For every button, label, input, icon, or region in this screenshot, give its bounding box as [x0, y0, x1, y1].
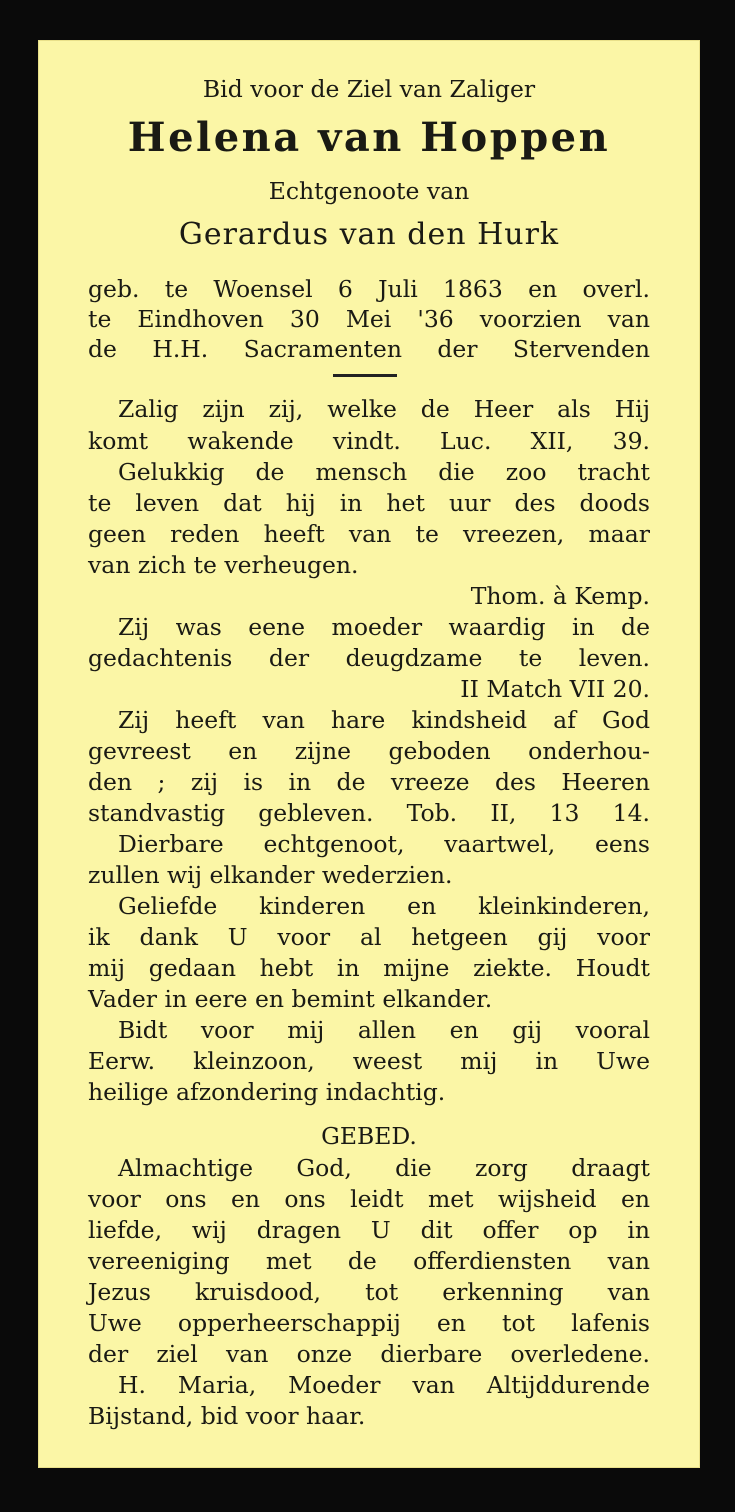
text-line: Zij heeft van hare kindsheid af God	[118, 706, 650, 734]
text-line: gedachtenis der deugdzame te leven.	[88, 644, 650, 672]
text-line: heilige afzondering indachtig.	[88, 1078, 446, 1106]
text-line: gevreest en zijne geboden onderhou-	[88, 737, 650, 765]
prayer-line: H. Maria, Moeder van Altijddurende	[118, 1371, 650, 1399]
spouse-name: Gerardus van den Hurk	[178, 217, 560, 252]
text-line: mij gedaan hebt in mijne ziekte. Houdt	[88, 954, 650, 982]
detail-line: geb. te Woensel 6 Juli 1863 en overl.	[88, 275, 650, 303]
text-line: Vader in eere en bemint elkander.	[88, 985, 493, 1013]
header-line: Bid voor de Ziel van Zaliger	[202, 75, 536, 103]
prayer-line: Bijstand, bid voor haar.	[88, 1402, 366, 1430]
detail-line: te Eindhoven 30 Mei '36 voorzien van	[88, 305, 650, 333]
text-line: Dierbare echtgenoot, vaartwel, eens	[118, 830, 650, 858]
text-line: Bidt voor mij allen en gij vooral	[118, 1016, 650, 1044]
prayer-line: Jezus kruisdood, tot erkenning van	[88, 1278, 650, 1306]
prayer-line: der ziel van onze dierbare overledene.	[88, 1340, 650, 1368]
text-line: ik dank U voor al hetgeen gij voor	[88, 923, 650, 951]
prayer-line: vereeniging met de offerdiensten van	[88, 1247, 650, 1275]
text-line: Zalig zijn zij, welke de Heer als Hij	[118, 395, 650, 423]
text-line: Eerw. kleinzoon, weest mij in Uwe	[88, 1047, 650, 1075]
text-line: Geliefde kinderen en kleinkinderen,	[118, 892, 650, 920]
text-line: geen reden heeft van te vreezen, maar	[88, 520, 650, 548]
relation-line: Echtgenoote van	[268, 177, 470, 205]
text-line: den ; zij is in de vreeze des Heeren	[88, 768, 650, 796]
memorial-card	[38, 40, 700, 1468]
prayer-line: voor ons en ons leidt met wijsheid en	[88, 1185, 650, 1213]
text-line: van zich te verheugen.	[88, 551, 359, 579]
citation-line: Thom. à Kemp.	[470, 582, 650, 610]
deceased-name: Helena van Hoppen	[127, 114, 611, 161]
prayer-line: Uwe opperheerschappij en tot lafenis	[88, 1309, 650, 1337]
prayer-title: GEBED.	[321, 1122, 417, 1150]
text-line: zullen wij elkander wederzien.	[88, 861, 453, 889]
citation-line: II Match VII 20.	[460, 675, 650, 703]
detail-line: de H.H. Sacramenten der Stervenden	[88, 335, 650, 363]
text-line: te leven dat hij in het uur des doods	[88, 489, 650, 517]
divider-rule	[333, 374, 397, 377]
text-line: komt wakende vindt. Luc. XII, 39.	[88, 427, 650, 455]
prayer-line: liefde, wij dragen U dit offer op in	[88, 1216, 650, 1244]
text-line: Gelukkig de mensch die zoo tracht	[118, 458, 650, 486]
text-line: Zij was eene moeder waardig in de	[118, 613, 650, 641]
text-line: standvastig gebleven. Tob. II, 13 14.	[88, 799, 650, 827]
prayer-line: Almachtige God, die zorg draagt	[118, 1154, 650, 1182]
